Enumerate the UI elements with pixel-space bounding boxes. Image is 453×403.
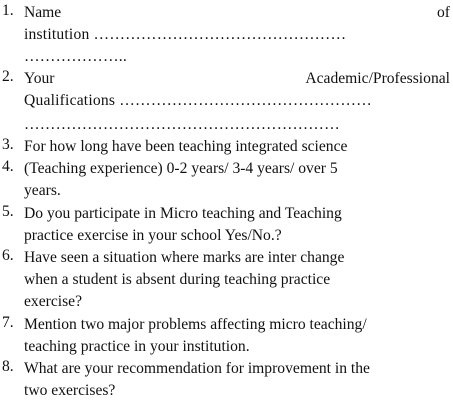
item-label: Name: [24, 4, 62, 21]
item-text-line: Do you participate in Micro teaching and Teaching: [24, 205, 342, 222]
item-label: Your: [24, 70, 55, 87]
item-text-line: years.: [24, 182, 61, 199]
item-number: 7.: [2, 314, 14, 331]
item-label: Academic/Professional: [305, 70, 450, 87]
item-text-line: teaching practice in your institution.: [24, 338, 250, 355]
item-text-line: For how long have been teaching integrated science: [24, 138, 348, 155]
answer-blank-line: ……………………………………………………: [24, 116, 340, 133]
answer-blank-line: institution …………………………………………: [24, 26, 347, 43]
item-text-line: [24, 68, 450, 90]
item-text-line: [24, 2, 450, 24]
item-number: 3.: [2, 136, 14, 153]
item-text-line: (Teaching experience) 0-2 years/ 3-4 years/ over 5: [24, 160, 338, 177]
item-text-line: What are your recommendation for improvement in the: [24, 360, 370, 377]
item-number: 4.: [2, 158, 14, 175]
item-number: 5.: [2, 203, 14, 220]
item-text-line: when a student is absent during teaching practice: [24, 271, 331, 288]
item-text-line: Mention two major problems affecting micro teaching/: [24, 316, 367, 333]
item-text-line: exercise?: [24, 293, 82, 310]
item-number: 1.: [2, 2, 14, 19]
item-number: 2.: [2, 68, 14, 85]
answer-blank-line: Qualifications …………………………………………: [24, 92, 372, 109]
item-number: 8.: [2, 358, 14, 375]
item-text-line: practice exercise in your school Yes/No.?: [24, 227, 282, 244]
item-label: of: [437, 4, 450, 21]
item-text-line: two exercises?: [24, 382, 116, 399]
item-text-line: Have seen a situation where marks are inter change: [24, 249, 345, 266]
answer-blank-line: ………………..: [24, 48, 127, 65]
item-number: 6.: [2, 247, 14, 264]
